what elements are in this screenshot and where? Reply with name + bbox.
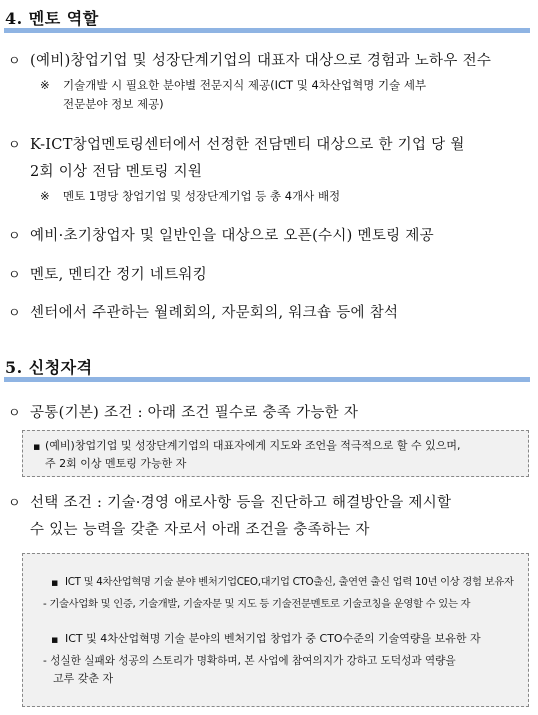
box-text: ICT 및 4차산업혁명 기술 분야 벤처기업CEO,대기업 CTO출신, 출연연 출신 업력 10년 이상 경험 보유자 [65,576,514,588]
role-item-text: 센터에서 주관하는 월례회의, 자문회의, 워크숍 등에 참석 [30,305,399,321]
common-condition-box [22,430,529,477]
role-item-text: (예비)창업기업 및 성장단계기업의 대표자 대상으로 경험과 노하우 전수 [30,53,492,69]
note-text: 기술개발 시 필요한 분야별 전문지식 제공(ICT 및 4차산업혁명 기술 세부 [63,78,427,92]
section-4-rule [4,28,530,33]
square-bullet: ▪ [51,576,59,589]
circle-bullet: ㅇ [8,54,21,69]
role-item-text: 예비·초기창업자 및 일반인을 대상으로 오픈(수시) 멘토링 제공 [30,228,434,244]
section-5-rule [4,377,530,382]
circle-bullet: ㅇ [8,138,21,153]
role-note-2 [40,187,530,206]
note-text: 멘토 1명당 창업기업 및 성장단계기업 등 총 4개사 배정 [63,189,341,203]
select-condition-text: 선택 조건 : 기술·경영 애로사항 등을 진단하고 해결방안을 제시할 [30,495,452,511]
role-item-text: K-ICT창업멘토링센터에서 선정한 전담멘티 대상으로 한 기업 당 월 [30,137,465,153]
role-item-3 [8,223,530,250]
common-condition-text: 공통(기본) 조건 : 아래 조건 필수로 충족 가능한 자 [30,405,359,421]
role-note-1 [40,76,530,114]
circle-bullet: ㅇ [8,496,21,511]
box-text: ICT 및 4차산업혁명 기술 분야의 벤처기업 창업가 중 CTO수준의 기술역량을 보유한 자 [65,632,481,645]
square-bullet: ▪ [51,633,59,646]
box-text: (예비)창업기업 및 성장단계기업의 대표자에게 지도와 조언을 적극적으로 할 수 있으며, [45,439,461,452]
circle-bullet: ㅇ [8,406,21,421]
select-condition-box [22,553,529,707]
role-item-1 [8,48,530,75]
box-text: 주 2회 이상 멘토링 가능한 자 [45,457,187,470]
select-condition-text: 수 있는 능력을 갖춘 자로서 아래 조건을 충족하는 자 [30,522,370,538]
role-item-text: 2회 이상 전담 멘토링 지원 [30,164,203,180]
role-item-4 [8,262,530,289]
box-text: - 기술사업화 및 인증, 기술개발, 기술자문 및 지도 등 기술전문멘토로 기술코칭을 운영할 수 있는 자 [43,598,471,610]
box-text: - 성실한 실패와 성공의 스토리가 명확하며, 본 사업에 참여의지가 강하고 도덕성과 역량을 [43,655,456,667]
circle-bullet: ㅇ [8,229,21,244]
box-text: 고루 갖춘 자 [53,672,114,685]
select-condition [8,490,530,544]
common-condition [8,400,530,427]
note-text: 전문분야 정보 제공) [63,97,164,111]
role-item-text: 멘토, 멘티간 정기 네트워킹 [30,267,208,283]
role-item-2 [8,132,530,186]
section-4-title: 4. 멘토 역할 [5,9,99,28]
role-item-5 [8,300,530,327]
reference-mark: ※ [40,78,50,92]
circle-bullet: ㅇ [8,306,21,321]
section-5-title: 5. 신청자격 [5,358,93,377]
square-bullet: ▪ [33,440,41,453]
reference-mark: ※ [40,189,50,203]
circle-bullet: ㅇ [8,268,21,283]
